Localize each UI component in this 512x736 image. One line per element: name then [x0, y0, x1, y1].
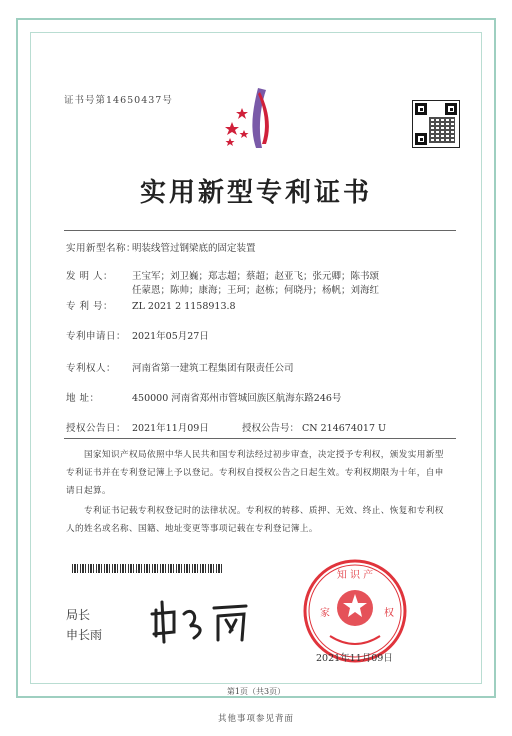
svg-text:知 识 产: 知 识 产: [336, 570, 374, 581]
field-holder-value: 河南省第一建筑工程集团有限责任公司: [132, 363, 294, 374]
certificate-number: 证书号第14650437号: [64, 95, 173, 106]
field-apply-date-label: 专利申请日：: [66, 331, 127, 342]
field-inventor: [66, 268, 379, 282]
field-grant: [66, 420, 386, 434]
director-signature-icon: [148, 596, 268, 646]
field-inventor-value-2: 任蒙恩；陈帅；康海；王珂；赵栋；何晓丹；杨帆；刘海红: [132, 285, 380, 296]
field-holder-label: 专利权人：: [66, 363, 117, 374]
field-inventor-label: 发 明 人：: [66, 271, 114, 282]
patent-office-logo-icon: [222, 82, 286, 152]
field-patent-no: [66, 298, 236, 312]
statement-paragraph-2: 专利证书记载专利权登记时的法律状况。专利权的转移、质押、无效、终止、恢复和专利权人的姓名或名称、国籍、地址变更等事项记载在专利登记簿上。: [66, 506, 444, 534]
barcode-icon: [72, 564, 222, 573]
field-grant-no-value: CN 214674017 U: [302, 423, 387, 434]
field-name: [66, 240, 256, 254]
field-address-value: 450000 河南省郑州市管城回族区航海东路246号: [132, 393, 342, 404]
director-name: 申长雨: [66, 628, 103, 642]
field-grant-no-label: 授权公告号：: [242, 423, 300, 434]
field-name-value: 明装线管过钢梁底的固定装置: [132, 243, 256, 254]
field-inventor-line2: [132, 282, 379, 296]
field-grant-date-value: 2021年11月09日: [132, 423, 209, 434]
svg-text:家: 家: [320, 608, 330, 619]
qr-code-icon: [412, 100, 460, 148]
certificate-title: 实用新型专利证书: [139, 178, 372, 208]
field-name-label: 实用新型名称：: [66, 243, 137, 254]
page-indicator: 第1页（共3页）: [226, 687, 286, 696]
director-title: 局长: [66, 608, 91, 622]
field-address: [66, 390, 341, 404]
field-patent-no-label: 专 利 号：: [66, 301, 114, 312]
statement-paragraph-1: 国家知识产权局依照中华人民共和国专利法经过初步审查，决定授予专利权，颁发实用新型专利证书并在专利登记簿上予以登记。专利权自授权公告之日起生效。专利权期限为十年，自申请日起算。: [66, 450, 444, 496]
field-apply-date: [66, 328, 209, 342]
fields-divider: [64, 438, 456, 439]
field-grant-date-label: 授权公告日：: [66, 423, 127, 434]
header-divider: [64, 230, 456, 231]
field-address-label: 地 址：: [66, 393, 100, 404]
field-holder: [66, 360, 294, 374]
field-patent-no-value: ZL 2021 2 1158913.8: [132, 301, 236, 312]
seal-date: 2021年11月09日: [316, 653, 393, 664]
field-apply-date-value: 2021年05月27日: [132, 331, 209, 342]
svg-text:权: 权: [384, 608, 394, 619]
field-inventor-value-1: 王宝军；刘卫巍；郑志超；蔡超；赵亚飞；张元卿；陈书颂: [132, 271, 380, 282]
footer-note: 其他事项参见背面: [217, 714, 294, 724]
